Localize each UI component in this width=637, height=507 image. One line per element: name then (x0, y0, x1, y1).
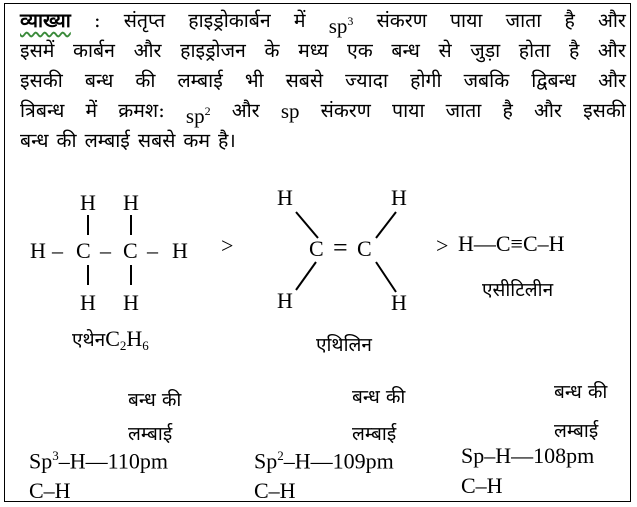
sp3-sup: 3 (347, 14, 354, 28)
word: जबकि (463, 69, 510, 92)
word: बन्ध (20, 129, 49, 152)
ethane-bond: – (100, 238, 111, 263)
word: बन्ध (84, 69, 114, 92)
word: है। (218, 129, 236, 152)
caption-line-2: लम्बाई (554, 420, 599, 442)
word: बन्ध (391, 39, 420, 62)
sp-prefix: Sp (254, 448, 278, 474)
sp-term: sp (280, 99, 300, 123)
word: से (438, 39, 452, 62)
word: सबसे (285, 69, 324, 92)
ethane-c-2: C (123, 238, 138, 263)
word: और (597, 39, 626, 62)
word: और (598, 69, 626, 92)
word: संतृप्त (123, 9, 166, 32)
word: जाता (505, 9, 542, 32)
word: भी (244, 69, 264, 92)
caption-line-1: बन्ध की (554, 381, 608, 403)
sp-prefix: Sp (29, 448, 53, 474)
bond-line (376, 262, 396, 292)
greater-than-1: > (221, 233, 234, 258)
ethane-bond: – (147, 238, 158, 263)
word: और (231, 99, 260, 122)
formula-c-sub: 2 (119, 338, 127, 354)
word: पाया (449, 9, 483, 32)
word: द्विबन्ध (531, 69, 577, 92)
caption-line-1: बन्ध की (352, 386, 406, 408)
ethane-h-bottom-2: H (123, 290, 139, 315)
ethane-h-top-2: H (123, 190, 139, 215)
sp2-sup: 2 (204, 104, 211, 118)
caption-line-2: लम्बाई (128, 423, 173, 445)
word: जुड़ा (470, 39, 501, 62)
word: इसकी (20, 69, 63, 92)
word: और (533, 99, 562, 122)
bond-length-value (254, 448, 394, 474)
ethylene-h-tr: H (391, 185, 407, 210)
word: होता (518, 39, 551, 62)
word: है (502, 99, 513, 122)
word: है (568, 39, 580, 62)
acetylene-label: एसीटिलीन (482, 279, 554, 301)
word: इसमें (20, 39, 55, 62)
ethylene-h-br: H (391, 290, 407, 315)
greater-than-2: > (436, 233, 449, 258)
heading-separator: : (93, 9, 101, 32)
word: क्रमश: (118, 99, 165, 122)
word: के (264, 39, 280, 62)
word: जाता (445, 99, 482, 122)
word: मध्य (298, 39, 329, 62)
ethylene-double-bond: = (333, 233, 348, 262)
ethylene-c-1: C (309, 236, 324, 261)
word: पाया (392, 99, 425, 122)
acetylene-formula: H—C≡C–H (458, 231, 565, 256)
word: और (133, 39, 162, 62)
word: कार्बन (73, 39, 115, 62)
bond-type: C–H (29, 478, 71, 503)
word: संकरण (376, 9, 427, 32)
caption-line-2: लम्बाई (352, 423, 397, 445)
word: हाइड्रोकार्बन (188, 9, 271, 32)
word: में (85, 99, 98, 122)
sp-prefix: Sp (461, 443, 485, 468)
word: होगी (410, 69, 442, 92)
bond-length-value (29, 448, 168, 474)
ethane-label-text: एथेन (72, 329, 106, 351)
word: लम्बाई (177, 69, 223, 92)
ethane-bond: – (52, 238, 63, 263)
sp-sup: 2 (277, 448, 284, 463)
bond-length-value (461, 443, 594, 469)
word: कम (183, 129, 211, 152)
ethane-c-1: C (76, 238, 91, 263)
word: संकरण (320, 99, 371, 122)
ethylene-c-2: C (357, 236, 372, 261)
bond-line (296, 262, 316, 290)
word: एक (346, 39, 373, 62)
ethylene-label: एथिलिन (316, 334, 372, 356)
word: हाइड्रोजन (180, 39, 246, 62)
formula-h-sub: 6 (142, 338, 149, 354)
heading-explanation: व्याख्या (20, 9, 71, 32)
ethane-h-right: H (172, 238, 188, 263)
bond-line (296, 212, 318, 238)
ethylene-h-bl: H (277, 288, 293, 313)
bond-length-text: –H—109pm (283, 448, 394, 474)
formula-h: H (126, 326, 143, 351)
word: में (293, 9, 306, 32)
sp3-base: sp (328, 14, 348, 38)
bond-line (376, 212, 396, 238)
word: की (56, 129, 77, 152)
ethane-h-left: H (30, 238, 46, 263)
caption-line-1: बन्ध की (128, 389, 182, 411)
word: सबसे (137, 129, 176, 152)
word: की (135, 69, 156, 92)
bond-type: C–H (461, 473, 503, 498)
formula-c: C (105, 326, 120, 351)
word: त्रिबन्ध (20, 99, 65, 122)
ethane-h-bottom-1: H (80, 290, 96, 315)
ethylene-h-tl: H (277, 185, 293, 210)
bond-length-text: –H—110pm (58, 448, 168, 474)
word: है (564, 9, 575, 32)
bond-type: C–H (254, 478, 296, 503)
word: और (597, 9, 626, 32)
ethane-h-top-1: H (80, 190, 96, 215)
word: ज्यादा (345, 69, 389, 92)
sp2-base: sp (185, 104, 205, 128)
word: इसकी (583, 99, 626, 122)
bond-length-text: –H—108pm (484, 443, 595, 468)
sp-sup: 3 (52, 448, 59, 463)
word: लम्बाई (84, 129, 130, 152)
